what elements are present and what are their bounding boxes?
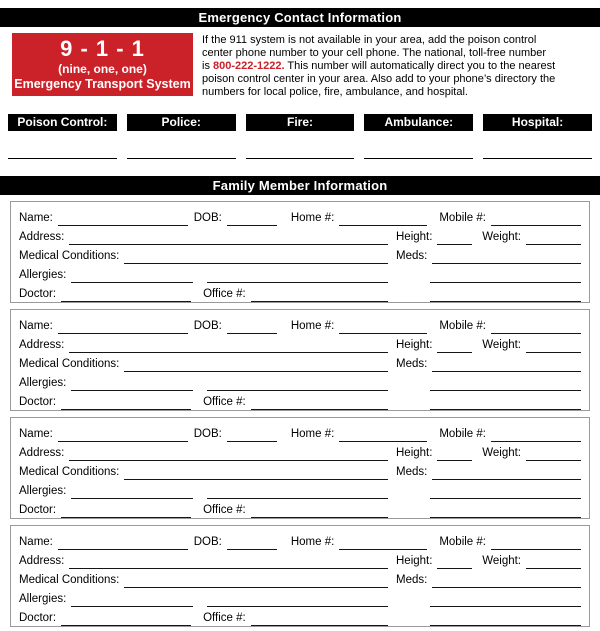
poison-control-label: Poison Control: — [8, 114, 117, 131]
meds-group — [396, 249, 581, 264]
name-write-in-line[interactable] — [58, 535, 188, 550]
meds-continued-write-in-line[interactable] — [430, 592, 581, 607]
meds-continued-write-in-line[interactable] — [430, 376, 581, 391]
mobile-phone-label: Mobile #: — [439, 536, 486, 548]
name-label: Name: — [19, 428, 53, 440]
doctor-write-in-line[interactable] — [61, 503, 191, 518]
card-row-name — [19, 315, 581, 334]
address-label: Address: — [19, 339, 65, 351]
meds-continued-write-in-line-2[interactable] — [430, 287, 581, 302]
doctor-label: Doctor: — [19, 612, 57, 624]
medical-conditions-label: Medical Conditions: — [19, 574, 120, 586]
card-row-medical — [19, 245, 581, 264]
weight-label: Weight: — [482, 447, 521, 459]
dob-write-in-line[interactable] — [227, 211, 277, 226]
card-row-doctor — [19, 391, 581, 410]
emergency-number-cell-police — [127, 114, 236, 159]
office-phone-write-in-line[interactable] — [251, 287, 388, 302]
card-row-medical — [19, 461, 581, 480]
medical-conditions-write-in-line[interactable] — [124, 249, 388, 264]
office-phone-write-in-line[interactable] — [251, 395, 388, 410]
office-phone-label: Office #: — [203, 288, 246, 300]
card-row-allergies — [19, 480, 581, 499]
office-phone-write-in-line[interactable] — [251, 611, 388, 626]
dob-write-in-line[interactable] — [227, 427, 277, 442]
meds-continued-group-1 — [396, 484, 581, 499]
dob-label: DOB: — [193, 536, 222, 548]
family-section-header — [0, 176, 600, 195]
card-row-allergies — [19, 264, 581, 283]
height-weight-group — [396, 446, 581, 461]
medical-conditions-label: Medical Conditions: — [19, 250, 120, 262]
height-label: Height: — [396, 447, 433, 459]
mobile-phone-label: Mobile #: — [439, 428, 486, 440]
dob-label: DOB: — [193, 428, 222, 440]
emergency-section-title: Emergency Contact Information — [198, 10, 402, 25]
medical-conditions-write-in-line[interactable] — [124, 357, 388, 372]
home-phone-label: Home #: — [290, 428, 335, 440]
dob-write-in-line[interactable] — [227, 535, 277, 550]
weight-write-in-line[interactable] — [526, 446, 581, 461]
height-weight-group — [396, 338, 581, 353]
police-label: Police: — [127, 114, 236, 131]
card-row-address — [19, 226, 581, 245]
hospital-label: Hospital: — [483, 114, 592, 131]
family-member-card — [10, 417, 590, 519]
police-write-in-line[interactable] — [127, 158, 236, 159]
poison-info-paragraph — [202, 33, 555, 99]
office-phone-label: Office #: — [203, 612, 246, 624]
weight-label: Weight: — [482, 555, 521, 567]
family-member-cards — [10, 201, 590, 627]
office-phone-label: Office #: — [203, 504, 246, 516]
doctor-write-in-line[interactable] — [61, 395, 191, 410]
home-phone-write-in-line[interactable] — [339, 535, 427, 550]
address-write-in-line[interactable] — [69, 554, 388, 569]
medical-conditions-write-in-line[interactable] — [124, 465, 388, 480]
address-label: Address: — [19, 555, 65, 567]
ambulance-label: Ambulance: — [364, 114, 473, 131]
card-row-allergies — [19, 588, 581, 607]
info-line-3-pre: is — [202, 60, 213, 72]
family-section-title: Family Member Information — [212, 178, 388, 193]
poison-phone-number: 800-222-1222. — [213, 60, 285, 72]
mobile-phone-label: Mobile #: — [439, 212, 486, 224]
office-phone-write-in-line[interactable] — [251, 503, 388, 518]
card-row-address — [19, 334, 581, 353]
form-page — [0, 8, 600, 627]
mobile-phone-write-in-line[interactable] — [491, 427, 581, 442]
home-phone-label: Home #: — [290, 320, 335, 332]
family-member-card — [10, 525, 590, 627]
meds-write-in-line[interactable] — [432, 573, 581, 588]
meds-write-in-line[interactable] — [432, 249, 581, 264]
mobile-phone-write-in-line[interactable] — [491, 319, 581, 334]
height-label: Height: — [396, 339, 433, 351]
meds-continued-group-1 — [396, 268, 581, 283]
home-phone-write-in-line[interactable] — [339, 427, 427, 442]
meds-continued-group-2 — [396, 287, 581, 302]
name-label: Name: — [19, 212, 53, 224]
meds-continued-write-in-line-2[interactable] — [430, 611, 581, 626]
card-row-name — [19, 531, 581, 550]
doctor-write-in-line[interactable] — [61, 611, 191, 626]
meds-continued-write-in-line[interactable] — [430, 484, 581, 499]
doctor-label: Doctor: — [19, 288, 57, 300]
home-phone-write-in-line[interactable] — [339, 211, 427, 226]
card-row-address — [19, 550, 581, 569]
weight-write-in-line[interactable] — [526, 554, 581, 569]
card-row-doctor — [19, 607, 581, 626]
emergency-number-cell-poison-control — [8, 114, 117, 159]
meds-continued-group-2 — [396, 503, 581, 518]
meds-group — [396, 465, 581, 480]
mobile-phone-write-in-line[interactable] — [491, 535, 581, 550]
office-phone-label: Office #: — [203, 396, 246, 408]
name-label: Name: — [19, 536, 53, 548]
meds-continued-group-2 — [396, 611, 581, 626]
dob-write-in-line[interactable] — [227, 319, 277, 334]
call-911-box — [12, 33, 193, 96]
meds-label: Meds: — [396, 574, 428, 586]
call-911-caption: Emergency Transport System — [14, 77, 191, 91]
home-phone-write-in-line[interactable] — [339, 319, 427, 334]
weight-label: Weight: — [482, 339, 521, 351]
meds-continued-write-in-line[interactable] — [430, 268, 581, 283]
height-write-in-line[interactable] — [437, 338, 472, 353]
info-line-4: poison control center in your area. Also add to your phone’s directory the — [202, 73, 556, 85]
intro-section — [12, 33, 596, 99]
ambulance-write-in-line[interactable] — [364, 158, 473, 159]
meds-group — [396, 573, 581, 588]
height-weight-group — [396, 230, 581, 245]
medical-conditions-write-in-line[interactable] — [124, 573, 388, 588]
card-row-name — [19, 207, 581, 226]
emergency-number-cell-hospital — [483, 114, 592, 159]
medical-conditions-label: Medical Conditions: — [19, 358, 120, 370]
meds-group — [396, 357, 581, 372]
allergies-write-in-line[interactable] — [71, 484, 193, 499]
name-label: Name: — [19, 320, 53, 332]
weight-write-in-line[interactable] — [526, 338, 581, 353]
fire-label: Fire: — [246, 114, 355, 131]
height-label: Height: — [396, 555, 433, 567]
info-line-5: numbers for local police, fire, ambulance, and hospital. — [202, 86, 468, 98]
family-member-card — [10, 201, 590, 303]
poison-control-write-in-line[interactable] — [8, 158, 117, 159]
doctor-write-in-line[interactable] — [61, 287, 191, 302]
info-line-2: center phone number to your cell phone. The national, toll-free number — [202, 47, 547, 59]
mobile-phone-write-in-line[interactable] — [491, 211, 581, 226]
hospital-write-in-line[interactable] — [483, 158, 592, 159]
meds-label: Meds: — [396, 358, 428, 370]
home-phone-label: Home #: — [290, 536, 335, 548]
height-label: Height: — [396, 231, 433, 243]
height-weight-group — [396, 554, 581, 569]
name-write-in-line[interactable] — [58, 427, 188, 442]
allergies-extra-write-in-line[interactable] — [207, 268, 388, 283]
address-write-in-line[interactable] — [69, 446, 388, 461]
meds-label: Meds: — [396, 250, 428, 262]
dob-label: DOB: — [193, 212, 222, 224]
card-row-allergies — [19, 372, 581, 391]
meds-continued-group-1 — [396, 592, 581, 607]
allergies-write-in-line[interactable] — [71, 592, 193, 607]
info-line-1: If the 911 system is not available in your area, add the poison control — [202, 34, 537, 46]
info-line-3 — [202, 60, 555, 73]
name-write-in-line[interactable] — [58, 211, 188, 226]
name-write-in-line[interactable] — [58, 319, 188, 334]
address-write-in-line[interactable] — [69, 230, 388, 245]
allergies-label: Allergies: — [19, 377, 67, 389]
address-label: Address: — [19, 447, 65, 459]
dob-label: DOB: — [193, 320, 222, 332]
card-row-medical — [19, 353, 581, 372]
allergies-extra-write-in-line[interactable] — [207, 592, 388, 607]
card-row-doctor — [19, 499, 581, 518]
doctor-label: Doctor: — [19, 396, 57, 408]
call-911-number: 9 - 1 - 1 — [60, 36, 145, 61]
height-write-in-line[interactable] — [437, 554, 472, 569]
meds-continued-group-1 — [396, 376, 581, 391]
allergies-write-in-line[interactable] — [71, 268, 193, 283]
weight-write-in-line[interactable] — [526, 230, 581, 245]
family-member-card — [10, 309, 590, 411]
allergies-label: Allergies: — [19, 269, 67, 281]
meds-continued-write-in-line-2[interactable] — [430, 395, 581, 410]
meds-continued-write-in-line-2[interactable] — [430, 503, 581, 518]
allergies-label: Allergies: — [19, 485, 67, 497]
allergies-extra-write-in-line[interactable] — [207, 484, 388, 499]
height-write-in-line[interactable] — [437, 446, 472, 461]
card-row-name — [19, 423, 581, 442]
allergies-extra-write-in-line[interactable] — [207, 376, 388, 391]
allergies-label: Allergies: — [19, 593, 67, 605]
medical-conditions-label: Medical Conditions: — [19, 466, 120, 478]
meds-write-in-line[interactable] — [432, 465, 581, 480]
meds-label: Meds: — [396, 466, 428, 478]
card-row-address — [19, 442, 581, 461]
meds-write-in-line[interactable] — [432, 357, 581, 372]
doctor-label: Doctor: — [19, 504, 57, 516]
call-911-spelled: (nine, one, one) — [58, 62, 147, 76]
emergency-section-header — [0, 8, 600, 27]
card-row-doctor — [19, 283, 581, 302]
emergency-number-cell-ambulance — [364, 114, 473, 159]
mobile-phone-label: Mobile #: — [439, 320, 486, 332]
emergency-numbers-row — [8, 114, 592, 159]
weight-label: Weight: — [482, 231, 521, 243]
meds-continued-group-2 — [396, 395, 581, 410]
emergency-number-cell-fire — [246, 114, 355, 159]
address-label: Address: — [19, 231, 65, 243]
address-write-in-line[interactable] — [69, 338, 388, 353]
fire-write-in-line[interactable] — [246, 158, 355, 159]
home-phone-label: Home #: — [290, 212, 335, 224]
height-write-in-line[interactable] — [437, 230, 472, 245]
allergies-write-in-line[interactable] — [71, 376, 193, 391]
card-row-medical — [19, 569, 581, 588]
info-line-3-post: This number will automatically direct you to the nearest — [284, 60, 556, 72]
